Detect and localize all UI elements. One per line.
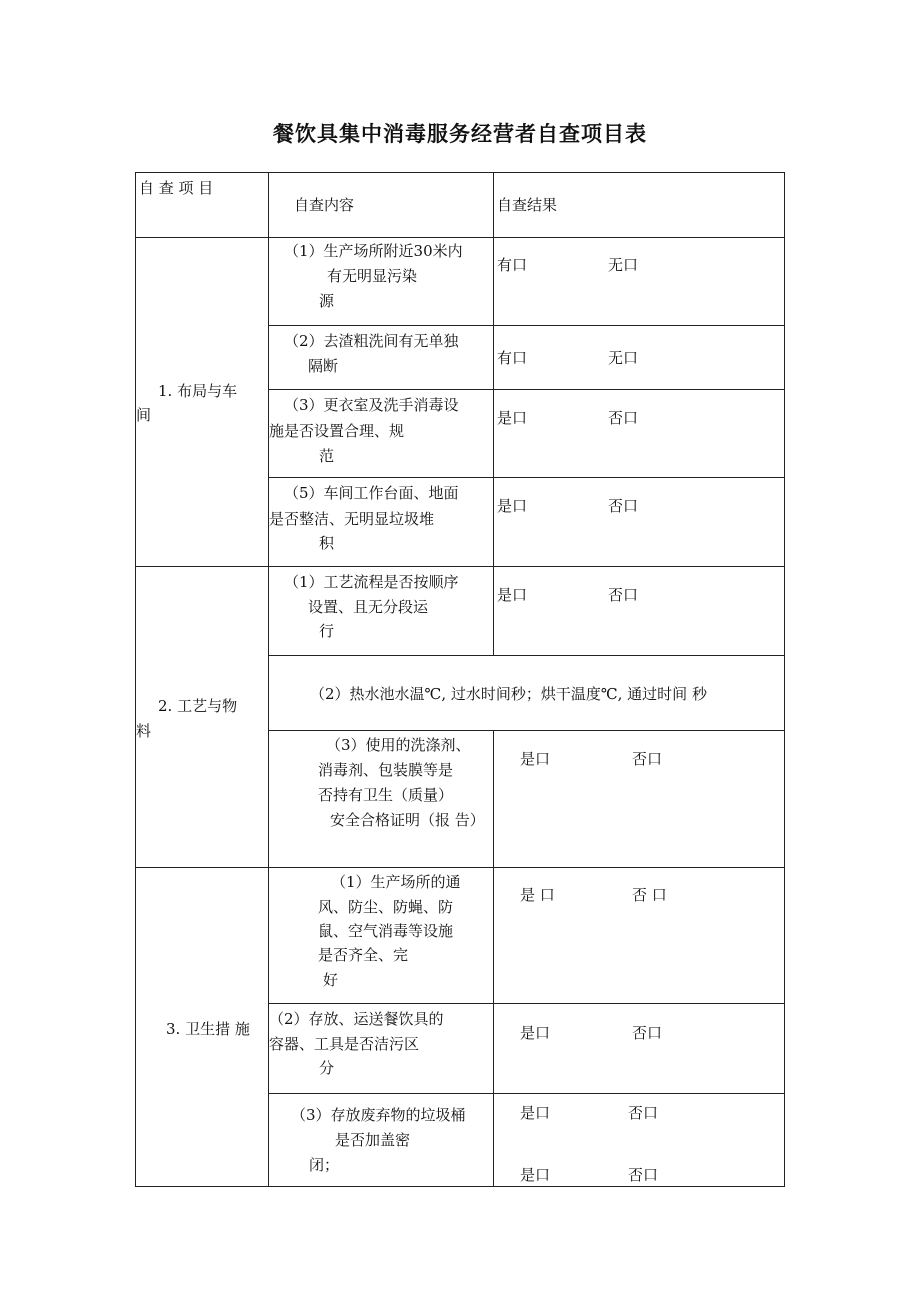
item-content-line: 范 (319, 447, 335, 465)
result-option-no[interactable]: 否 口 (632, 886, 667, 904)
row-divider (136, 237, 784, 238)
result-option-no[interactable]: 否口 (608, 497, 639, 515)
result-option-no[interactable]: 否口 (608, 409, 639, 427)
item-content-line: 有无明显污染 (327, 267, 418, 285)
item-content-line: （1）生产场所附近30米内 (284, 242, 463, 260)
item-content-line: （2）去渣粗洗间有无单独 (284, 332, 459, 350)
item-content-line: 风、防尘、防蝇、防 (318, 898, 454, 916)
header-content: 自查内容 (294, 196, 355, 214)
item-content-line: 是否加盖密 (335, 1131, 411, 1149)
item-content-line: 施是否设置合理、规 (269, 422, 405, 440)
result-option-no[interactable]: 无口 (608, 256, 639, 274)
item-content-line: 安全合格证明（报 告） (330, 811, 485, 829)
section-label: 间 (136, 406, 152, 424)
result-option-no[interactable]: 否口 (632, 1024, 663, 1042)
item-content-line: 行 (319, 622, 335, 640)
item-content-line: 隔断 (308, 357, 339, 375)
row-divider (268, 477, 784, 478)
row-divider (136, 867, 784, 868)
section-label: 1. 布局与车 (158, 382, 238, 400)
row-divider (268, 730, 784, 731)
row-divider (268, 655, 784, 656)
item-content-line: （1）生产场所的通 (331, 873, 461, 891)
item-content-line: （5）车间工作台面、地面 (284, 484, 459, 502)
column-divider (493, 730, 494, 1186)
item-content-line: 积 (319, 534, 335, 552)
row-divider (268, 325, 784, 326)
item-content-line: 源 (319, 292, 335, 310)
header-result: 自查结果 (497, 196, 558, 214)
row-divider (268, 1003, 784, 1004)
item-content-line: （3）更衣室及洗手消毒设 (284, 396, 459, 414)
result-option-yes[interactable]: 是口 (497, 409, 528, 427)
item-content-line: 是否齐全、完 (318, 946, 409, 964)
result-option-yes[interactable]: 是口 (497, 586, 528, 604)
item-content-line: （3）使用的洗涤剂、 (326, 736, 471, 754)
section-label: 2. 工艺与物 (158, 697, 238, 715)
result-option-no[interactable]: 否口 (628, 1166, 659, 1184)
self-check-table (135, 172, 785, 1187)
item-content-line: 否持有卫生（质量） (318, 786, 454, 804)
result-option-yes[interactable]: 是口 (520, 750, 551, 768)
section-label: 3. 卫生措 施 (166, 1020, 250, 1038)
item-content-line: 是否整洁、无明显垃圾堆 (269, 510, 435, 528)
result-option-no[interactable]: 否口 (632, 750, 663, 768)
section-label: 料 (136, 722, 152, 740)
item-content-line: 鼠、空气消毒等设施 (318, 922, 454, 940)
result-option-yes[interactable]: 是 口 (520, 886, 555, 904)
result-option-no[interactable]: 无口 (608, 349, 639, 367)
result-option-no[interactable]: 否口 (608, 586, 639, 604)
header-item: 自 查 项 目 (139, 179, 214, 197)
item-content-line: 设置、且无分段运 (308, 598, 429, 616)
item-content-line: 分 (319, 1059, 335, 1077)
item-content-line: （2）存放、运送餐饮具的 (269, 1010, 444, 1028)
result-option-yes[interactable]: 是口 (497, 497, 528, 515)
item-content-line: 好 (323, 971, 339, 989)
result-option-yes[interactable]: 有口 (497, 256, 528, 274)
result-option-yes[interactable]: 是口 (520, 1166, 551, 1184)
column-divider (493, 173, 494, 655)
item-content-line: 消毒剂、包装膜等是 (318, 761, 454, 779)
item-content-line: （1）工艺流程是否按顺序 (284, 573, 459, 591)
item-content-line: 容器、工具是否洁污区 (269, 1035, 420, 1053)
result-option-no[interactable]: 否口 (628, 1104, 659, 1122)
result-option-yes[interactable]: 有口 (497, 349, 528, 367)
page-title: 餐饮具集中消毒服务经营者自查项目表 (273, 122, 647, 146)
item-content-line: （3）存放废弃物的垃圾桶 (291, 1106, 466, 1124)
row-divider (268, 1093, 784, 1094)
row-divider (268, 389, 784, 390)
result-option-yes[interactable]: 是口 (520, 1104, 551, 1122)
item-content-line: 闭； (309, 1156, 340, 1174)
result-option-yes[interactable]: 是口 (520, 1024, 551, 1042)
row-divider (136, 566, 784, 567)
merged-row-text: （2）热水池水温℃, 过水时间秒；烘干温度℃, 通过时间 秒 (310, 685, 707, 703)
